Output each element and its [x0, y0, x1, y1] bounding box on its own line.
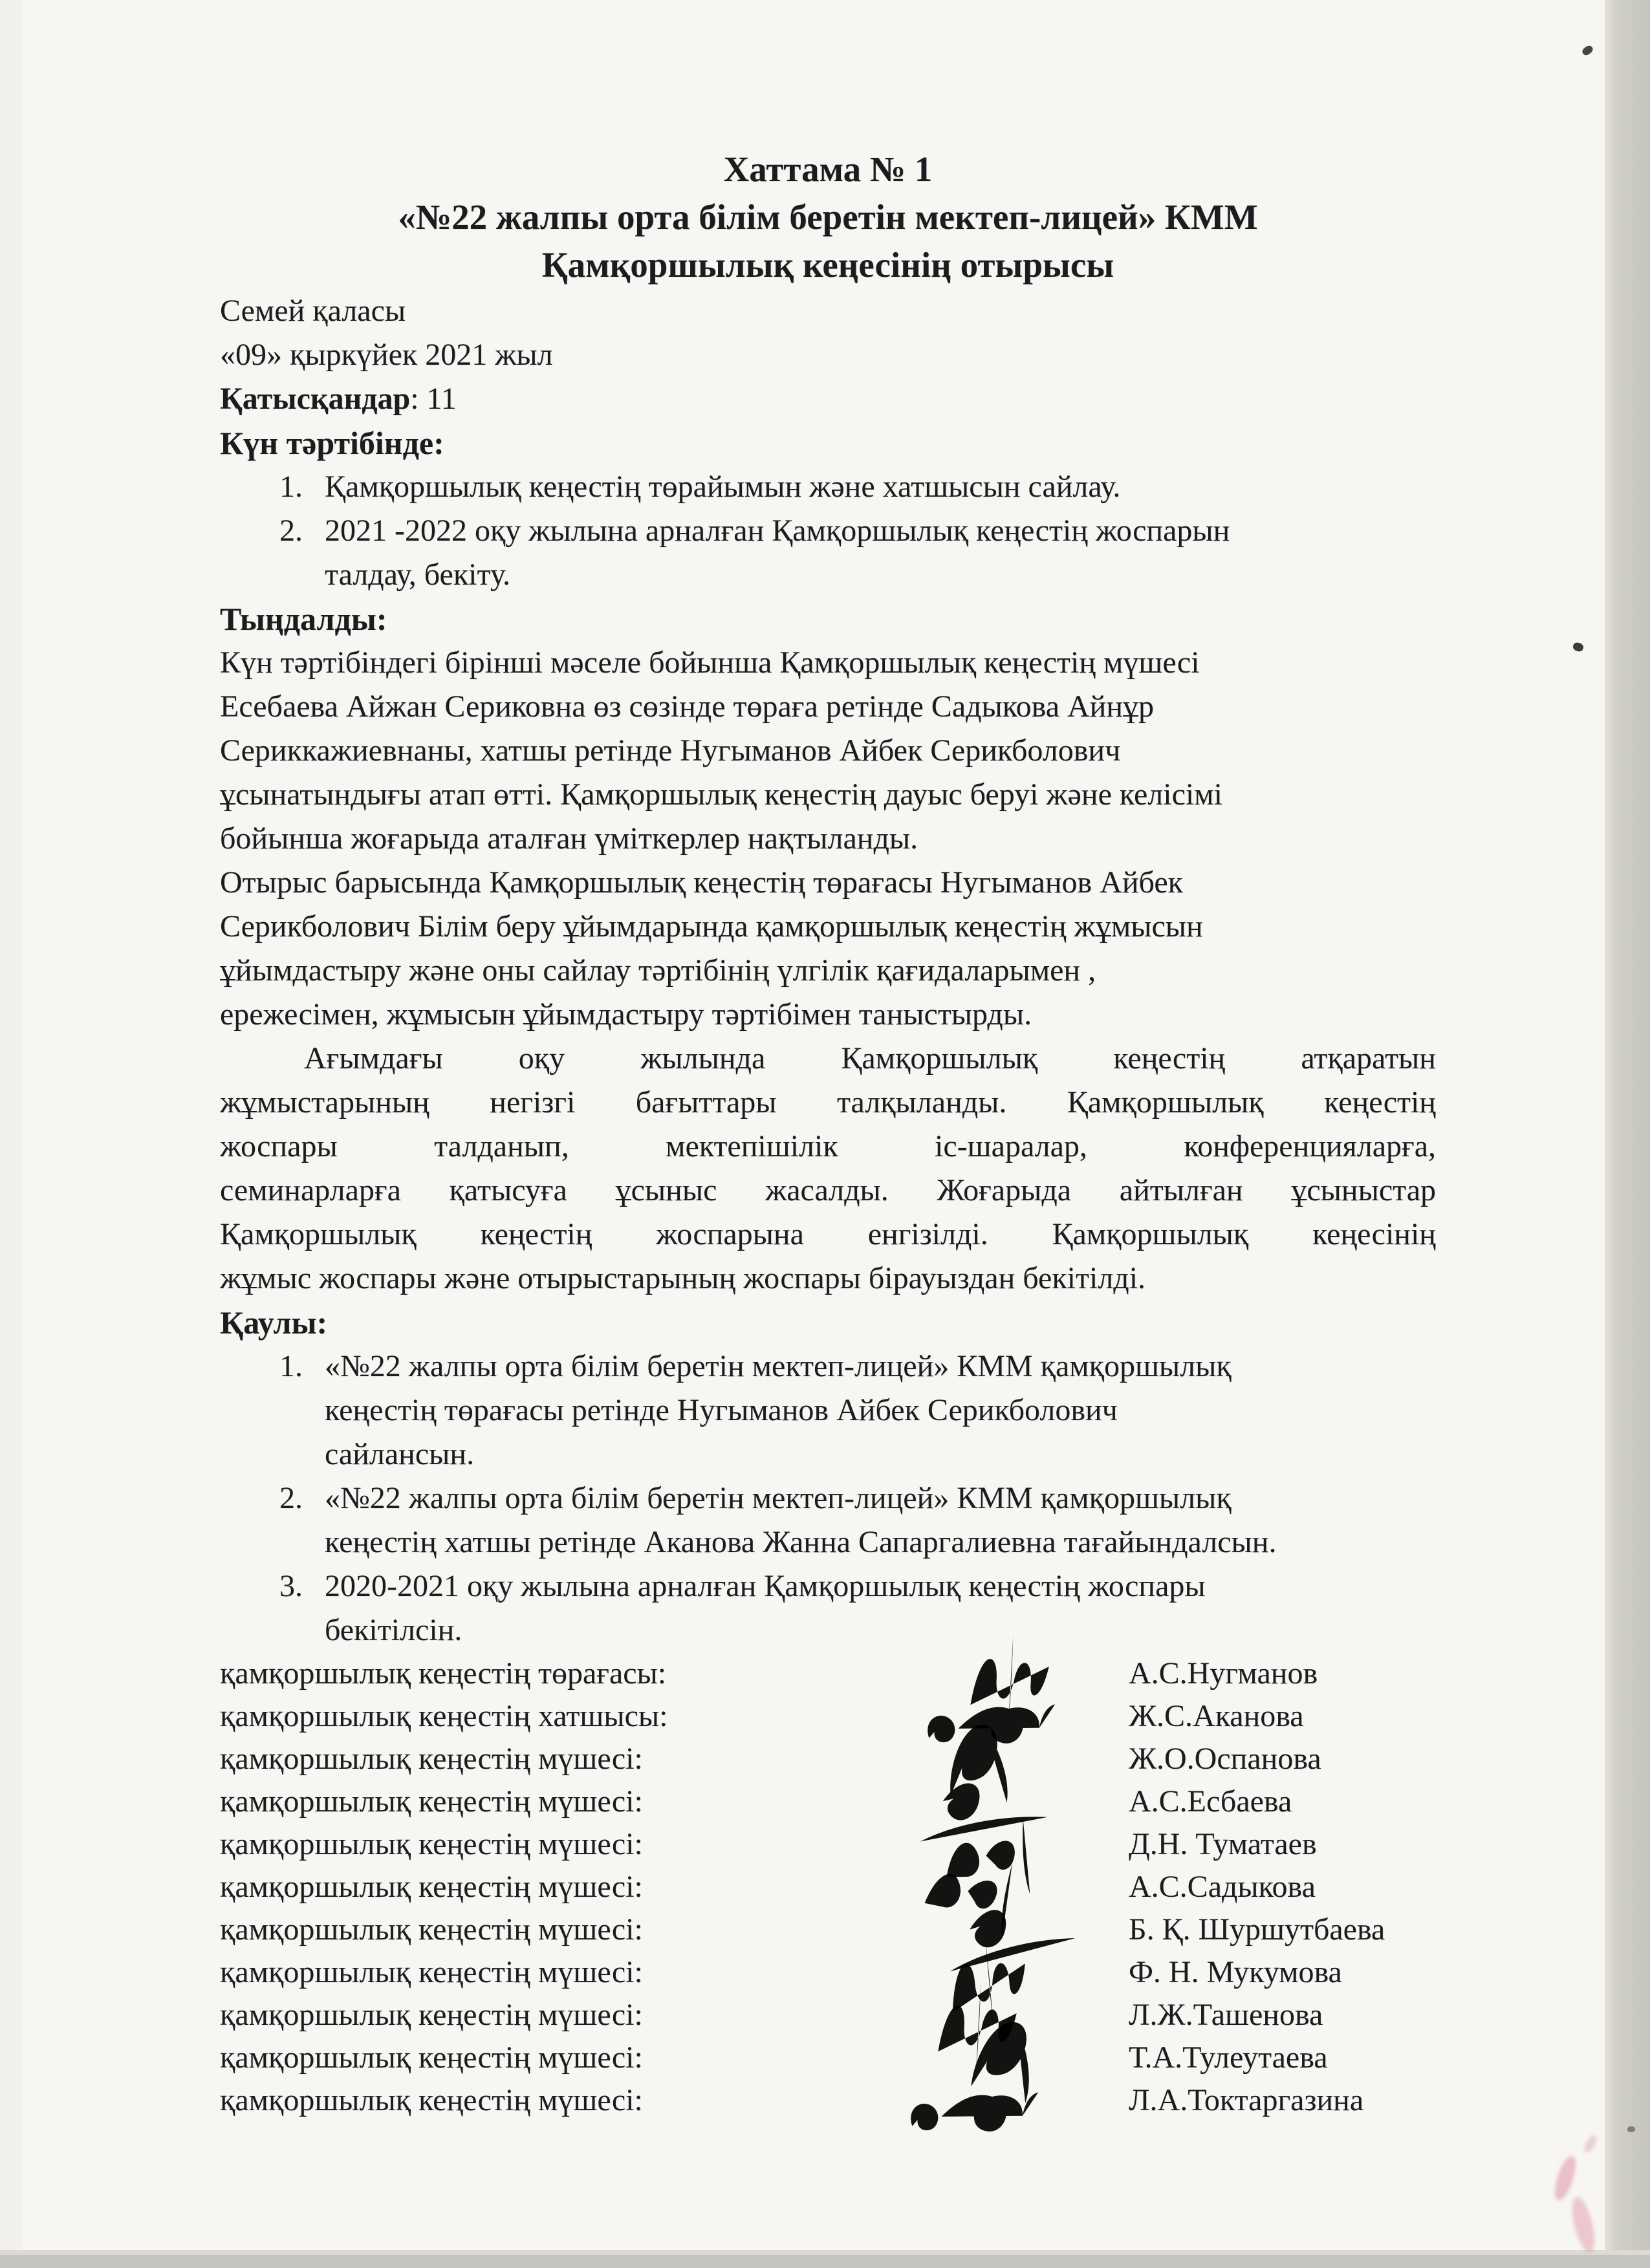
- agenda-item-1-text: [325, 465, 1120, 509]
- title-block: [220, 146, 1436, 289]
- agenda-item-2: [220, 509, 1436, 597]
- signature-row: [220, 1780, 1436, 1823]
- heard-paragraph-2: [220, 861, 1436, 1037]
- signature-row: [220, 1823, 1436, 1866]
- scan-artifact-smudge: [1550, 2154, 1579, 2203]
- resolution-item-1-line: сайлансын.: [325, 1437, 475, 1471]
- agenda-item-2-line: талдау, бекіту.: [325, 557, 511, 592]
- signatory-name: А.С.Есбаева: [1129, 1784, 1292, 1819]
- resolution-item-2-text: [325, 1476, 1276, 1564]
- resolution-item-3: [220, 1564, 1436, 1652]
- paragraph-line: Серикболович Білім беру ұйымдарында қамқоршылық кеңестің жұмысын: [220, 909, 1203, 944]
- resolution-item-1: [220, 1345, 1436, 1476]
- resolution-item-3-line: 2020-2021 оқу жылына арналған Қамқоршылық кеңестің жоспары: [325, 1569, 1206, 1603]
- paragraph-line: семинарларға қатысуға ұсыныс жасалды. Жоғарыда айтылған ұсыныстар: [220, 1173, 1436, 1207]
- resolution-item-2: [220, 1476, 1436, 1564]
- signature-row: [220, 1908, 1436, 1951]
- agenda-item-2-number: 2.: [279, 513, 303, 548]
- signature-row: [220, 2079, 1436, 2122]
- scan-edge-bottom: [0, 2255, 1650, 2268]
- meta-date: «09» қыркүйек 2021 жыл: [220, 338, 553, 372]
- signature-row: [220, 1994, 1436, 2036]
- signature-role-label: қамқоршылық кеңестің мүшесі:: [220, 1955, 643, 1989]
- paragraph-line: жоспары талданып, мектепішілік іс-шаралар, конференцияларға,: [220, 1129, 1436, 1163]
- resolution-item-1-text: [325, 1345, 1232, 1476]
- signature-role-label: қамқоршылық кеңестің хатшысы:: [220, 1699, 668, 1733]
- resolution-item-2-line: «№22 жалпы орта білім беретін мектеп-лицей» КММ қамқоршылық: [325, 1481, 1232, 1515]
- protocol-title: Хаттама № 1: [723, 149, 933, 189]
- paragraph-line: Қамқоршылық кеңестің жоспарына енгізілді. Қамқоршылық кеңесінің: [220, 1217, 1436, 1251]
- agenda-item-2-line: 2021 -2022 оқу жылына арналған Қамқоршылық кеңестің жоспарын: [325, 513, 1230, 548]
- paragraph-line: ережесімен, жұмысын ұйымдастыру тәртібімен таныстырды.: [220, 997, 1032, 1031]
- signature-role-label: қамқоршылық кеңестің мүшесі:: [220, 2040, 643, 2075]
- signatory-name: Т.А.Тулеутаева: [1129, 2040, 1328, 2075]
- signatory-name: Ф. Н. Мукумова: [1129, 1955, 1342, 1989]
- signature-row: [220, 1652, 1436, 1695]
- document-body: [220, 146, 1436, 2122]
- resolution-item-1-line: «№22 жалпы орта білім беретін мектеп-лицей» КММ қамқоршылық: [325, 1349, 1232, 1383]
- resolution-item-1-number: 1.: [279, 1349, 303, 1383]
- organization-name: «№22 жалпы орта білім беретін мектеп-лицей» КММ: [398, 197, 1258, 237]
- signature-row: [220, 1951, 1436, 1994]
- meeting-subtitle: Қамқоршылық кеңесінің отырысы: [541, 245, 1114, 285]
- signature-row: [220, 1738, 1436, 1780]
- signature-role-label: қамқоршылық кеңестің төрағасы:: [220, 1656, 667, 1690]
- heard-paragraph-3: [220, 1037, 1436, 1301]
- signature-role-label: қамқоршылық кеңестің мүшесі:: [220, 1742, 643, 1776]
- resolution-item-2-number: 2.: [279, 1481, 303, 1515]
- scan-edge-left: [0, 0, 22, 2268]
- resolution-item-2-line: кеңестің хатшы ретінде Аканова Жанна Сапаргалиевна тағайындалсын.: [325, 1525, 1277, 1559]
- scan-edge-right: [1605, 0, 1650, 2268]
- paragraph-line: Сериккажиевнаны, хатшы ретінде Нугыманов Айбек Серикболович: [220, 733, 1121, 768]
- signature-role-label: қамқоршылық кеңестің мүшесі:: [220, 1912, 643, 1947]
- paragraph-line: Ағымдағы оқу жылында Қамқоршылық кеңестің атқаратын: [304, 1041, 1436, 1075]
- paragraph-line: Есебаева Айжан Сериковна өз сөзінде төраға ретінде Садыкова Айнұр: [220, 689, 1155, 724]
- signature-role-label: қамқоршылық кеңестің мүшесі:: [220, 1827, 643, 1861]
- paragraph-line: бойынша жоғарыда аталған үміткерлер нақтыланды.: [220, 821, 918, 856]
- signatory-name: Б. Қ. Шуршутбаева: [1129, 1912, 1385, 1947]
- signatory-name: Л.Ж.Ташенова: [1129, 1998, 1323, 2032]
- signatory-name: А.С.Садыкова: [1129, 1870, 1316, 1904]
- resolution-heading: Қаулы:: [220, 1304, 328, 1341]
- paragraph-line: Отырыс барысында Қамқоршылық кеңестің төрағасы Нугыманов Айбек: [220, 865, 1183, 900]
- resolution-item-3-line: бекітілсін.: [325, 1613, 462, 1647]
- heard-heading: Тыңдалды:: [220, 601, 387, 637]
- signature-role-label: қамқоршылық кеңестің мүшесі:: [220, 1870, 643, 1904]
- scan-artifact-speck: [1581, 44, 1594, 57]
- heard-paragraph-1: [220, 641, 1436, 861]
- resolution-item-3-number: 3.: [279, 1569, 303, 1603]
- paragraph-line: жұмыс жоспары және отырыстарының жоспары бірауыздан бекітілді.: [220, 1261, 1146, 1295]
- scan-artifact-smudge: [1581, 2133, 1599, 2155]
- signatory-name: Ж.С.Аканова: [1129, 1699, 1304, 1733]
- agenda-heading: Күн тәртібінде:: [220, 425, 444, 461]
- scan-artifact-speck: [1572, 642, 1584, 653]
- paragraph-line: ұсынатындығы атап өтті. Қамқоршылық кеңестің дауыс беруі және келісімі: [220, 777, 1222, 812]
- signatory-name: А.С.Нугманов: [1129, 1656, 1318, 1690]
- meta-city: Семей қаласы: [220, 294, 406, 328]
- signature-role-label: қамқоршылық кеңестің мүшесі:: [220, 1998, 643, 2032]
- participants-label: Қатысқандар: [220, 382, 411, 416]
- paragraph-line: жұмыстарының негізгі бағыттары талқыланды. Қамқоршылық кеңестің: [220, 1085, 1436, 1119]
- agenda-item-2-text: [325, 509, 1230, 597]
- signature-role-label: қамқоршылық кеңестің мүшесі:: [220, 2083, 643, 2117]
- scan-artifact-speck: [1627, 2126, 1635, 2132]
- paragraph-line: ұйымдастыру және оны сайлау тәртібінің үлгілік қағидаларымен ,: [220, 953, 1096, 988]
- agenda-item-1-line: Қамқоршылық кеңестің төрайымын және хатшысын сайлау.: [325, 470, 1121, 504]
- resolution-item-3-text: [325, 1564, 1206, 1652]
- signatory-name: Л.А.Токтаргазина: [1129, 2083, 1364, 2117]
- signature-row: [220, 2036, 1436, 2079]
- signatory-name: Ж.О.Оспанова: [1129, 1742, 1321, 1776]
- meta-participants: [220, 377, 1436, 421]
- agenda-item-1: [220, 465, 1436, 509]
- agenda-item-1-number: 1.: [279, 470, 303, 504]
- scan-edge-bottom-soft: [0, 2250, 1650, 2255]
- signature-block: [220, 1652, 1436, 2122]
- signature-row: [220, 1695, 1436, 1738]
- participants-count: : 11: [410, 382, 457, 416]
- resolution-item-1-line: кеңестің төрағасы ретінде Нугыманов Айбек Серикболович: [325, 1393, 1118, 1427]
- signature-row: [220, 1866, 1436, 1908]
- signature-role-label: қамқоршылық кеңестің мүшесі:: [220, 1784, 643, 1819]
- scan-artifact-smudge: [1568, 2195, 1599, 2254]
- signatory-name: Д.Н. Туматаев: [1129, 1827, 1317, 1861]
- paragraph-line: Күн тәртібіндегі бірінші мәселе бойынша Қамқоршылық кеңестің мүшесі: [220, 645, 1200, 680]
